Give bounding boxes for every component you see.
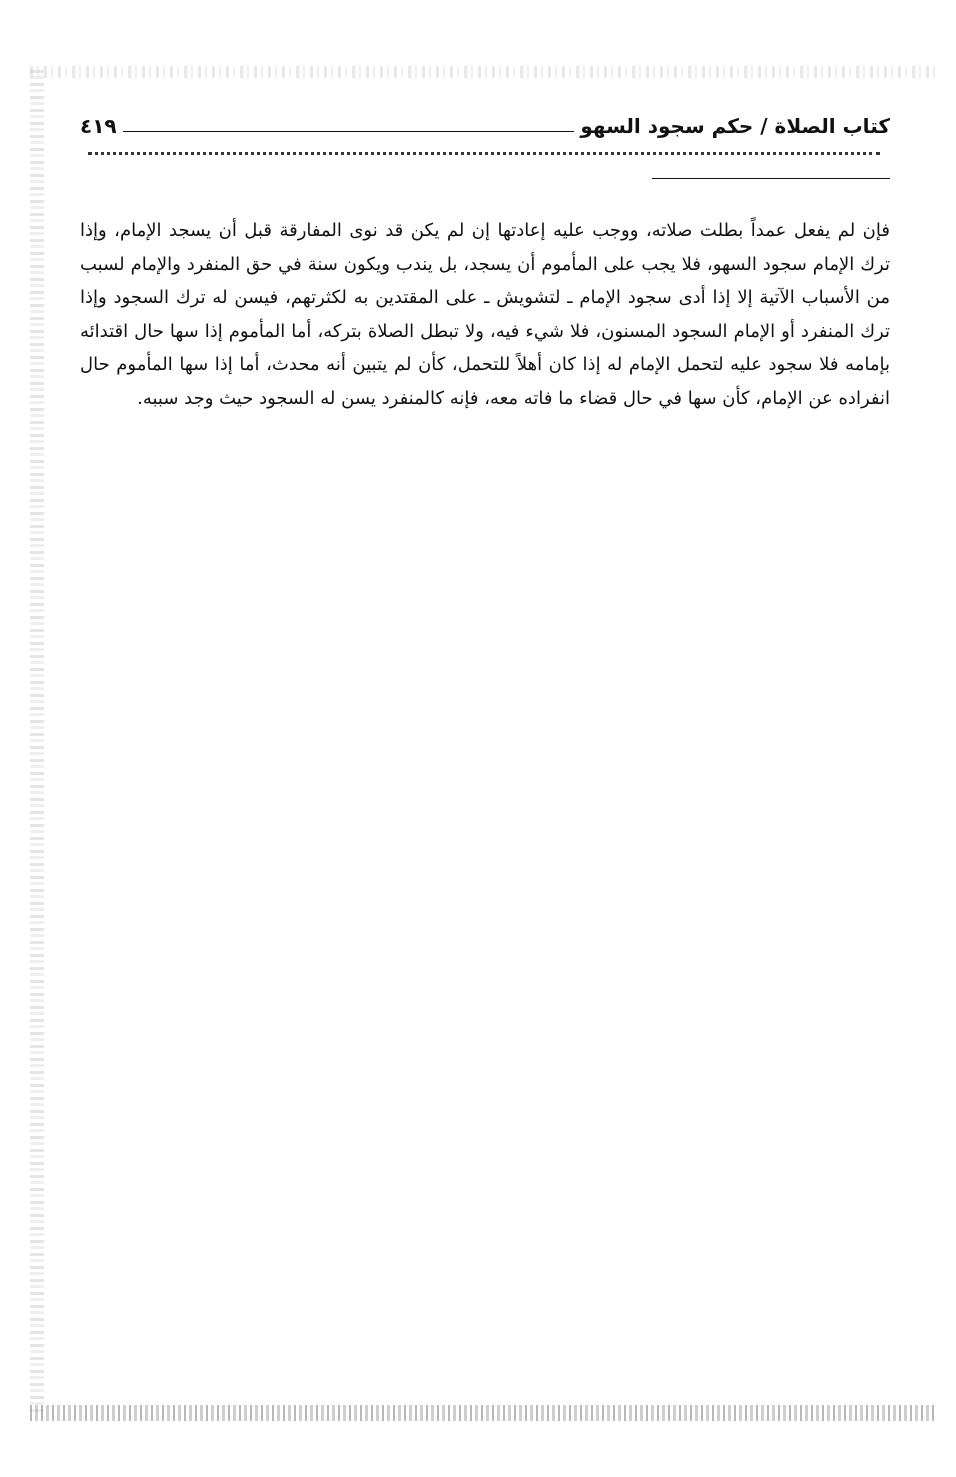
page-border-left <box>30 70 44 1415</box>
running-title: كتاب الصلاة / حكم سجود السهو <box>580 114 890 138</box>
dotted-divider <box>88 152 880 155</box>
running-header <box>80 106 890 146</box>
page-border-bottom <box>30 1405 936 1421</box>
header-rule <box>123 131 575 132</box>
page-border-top <box>30 66 936 78</box>
page-number: ٤١٩ <box>80 114 117 138</box>
body-paragraph: فإن لم يفعل عمداً بطلت صلاته، ووجب عليه إعادتها إن لم يكن قد نوى المفارقة قبل أن يسجد الإمام، وإذا ترك الإمام سجود السهو، فلا يجب على المأموم أن يسجد، بل يندب ويكون سنة في حق المنفرد والإمام لسبب من الأسباب الآتية إلا إذا أدى سجود الإمام ـ لتشويش ـ على المقتدين به لكثرتهم، فيسن له ترك السجود وإذا ترك المنفرد أو الإمام السجود المسنون، فلا شيء فيه، ولا تبطل الصلاة بتركه، أما المأموم إذا سها حال اقتدائه بإمامه فلا سجود عليه لتحمل الإمام له إذا كان أهلاً للتحمل، كأن لم يتبين أنه محدث، أما إذا سها المأموم حال انفراده عن الإمام، كأن سها في حال قضاء ما فاته معه، فإنه كالمنفرد يسن له السجود حيث وجد سببه. <box>80 220 890 409</box>
section-rule <box>652 178 890 179</box>
